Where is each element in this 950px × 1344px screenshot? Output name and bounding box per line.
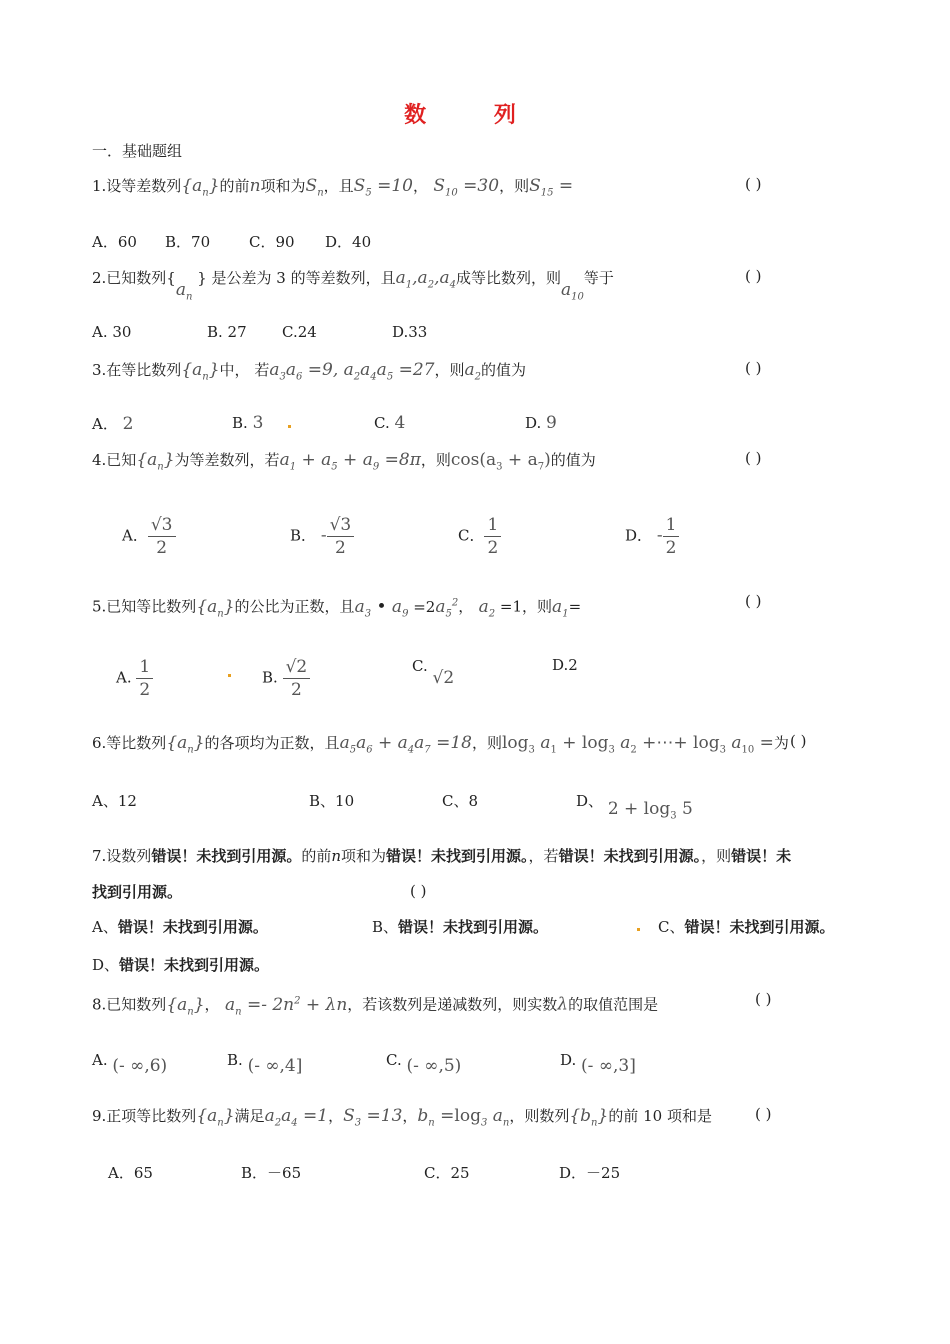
q1-eq2: $S_{10} =30$	[433, 176, 500, 199]
q5-seq: $\{a_n\}$	[196, 596, 235, 620]
q3-option-d: D. 9	[525, 413, 557, 433]
q6-eq: $a_5a_6 + a_4a_7 =18$	[339, 733, 472, 756]
q6-text3: 为	[773, 734, 789, 752]
q3-text2: ，则	[434, 361, 465, 379]
q9-seq: $\{a_n\}$	[196, 1106, 235, 1129]
q8-text2: 的取值范围是	[568, 995, 659, 1014]
q5-option-c: C. √2	[412, 657, 455, 688]
q1-text2: 项和为	[260, 177, 306, 195]
section-heading: 一．基础题组	[92, 142, 183, 160]
q9-eq1: $a_2a_4 =1$	[264, 1106, 329, 1129]
q6-option-a: A、12	[92, 792, 137, 810]
q6-seq: $\{a_n\}$	[166, 733, 205, 756]
answer-blank-9: ( )	[755, 1105, 772, 1123]
q3-option-a: A． 2	[92, 414, 134, 434]
q5-eq: $a_3$ • $a_9 =2a_5^2$	[354, 596, 459, 620]
q1-text3: ，且	[323, 177, 354, 195]
q4-option-c: C． $\frac{1}{2}$	[458, 514, 501, 559]
q2-option-d: D.33	[392, 323, 428, 341]
q8-lead: 8.已知数列	[92, 995, 167, 1014]
q9-bseq: $\{b_n\}$	[569, 1106, 609, 1129]
q9-option-c: C．25	[424, 1164, 470, 1182]
q2-text3: 等于	[583, 269, 614, 287]
q3-lead: 3.在等比数列	[92, 361, 182, 379]
q9-text: 满足	[234, 1107, 265, 1125]
question-7: 7.设数列错误！未找到引用源。的前n项和为错误！未找到引用源。，若错误！未找到引用源。，则错误！未	[92, 847, 792, 865]
q2-seq: $a_n$	[175, 280, 193, 303]
stray-mark	[288, 425, 291, 428]
q2-text2: 成等比数列，则	[455, 269, 561, 287]
q8-option-a: A. (- ∞,6)	[92, 1051, 168, 1076]
q3-text: 中， 若	[219, 361, 270, 379]
q3-eq2: $a_2a_4a_5 =27$	[343, 360, 435, 383]
q6-text: 的各项均为正数，且	[204, 734, 340, 752]
q4-cos: $\cos(a_3 + a_7)$	[450, 450, 551, 473]
answer-blank-4: ( )	[745, 449, 762, 467]
answer-blank-5: ( )	[745, 592, 762, 610]
q3-option-b: B. 3	[232, 413, 264, 433]
q1-eq3: $S_{15}$ =	[529, 176, 574, 199]
q5-a1: $a_1$	[552, 596, 569, 620]
q2-a10: $a_{10}$	[561, 280, 584, 303]
q8-option-b: B. (- ∞,4]	[227, 1051, 303, 1076]
q5-option-a: A. $\frac{1}{2}$	[116, 656, 153, 701]
q4-option-b: B． - $\frac{√3}{2}$	[290, 514, 354, 559]
q5-lead: 5.已知等比数列	[92, 597, 197, 616]
q2-option-c: C.24	[282, 323, 317, 341]
question-5: 5.已知等比数列$\{a_n\}$的公比为正数，且$a_3$ • $a_9 =2a_5^2$， $a_2 =1$，则$a_1=$	[92, 596, 582, 620]
q3-eq1: $a_3a_6 =9$,	[269, 360, 339, 383]
q7-option-c: C、错误！未找到引用源。	[658, 918, 835, 936]
q3-option-c: C. 4	[374, 413, 406, 433]
stray-mark	[228, 674, 231, 677]
q4-text3: 的值为	[550, 451, 596, 469]
q8-text: ，若该数列是递减数列，则实数	[347, 995, 558, 1014]
question-1: 1.设等差数列$\{a_n\}$的前n项和为$S_n$，且$S_5 =10$， $S_{10} =30$，则$S_{15}$ =	[92, 176, 574, 199]
q4-option-d: D． - $\frac{1}{2}$	[625, 514, 679, 559]
q5-text2: =1，则	[495, 597, 553, 616]
q5-a2: $a_2$	[478, 596, 496, 620]
q1-option-c: C．90	[249, 233, 295, 251]
q6-option-c: C、8	[442, 792, 479, 810]
q5-text: 的公比为正数，且	[234, 597, 355, 616]
q4-text: 为等差数列，若	[174, 451, 280, 469]
q1-lead: 1.设等差数列	[92, 177, 182, 195]
q2-option-a: A. 30	[92, 323, 132, 341]
q9-option-b: B．－65	[241, 1164, 302, 1182]
q8-option-d: D. (- ∞,3]	[560, 1051, 636, 1076]
q1-text4: ，则	[499, 177, 530, 195]
q3-a2: $a_2$	[464, 360, 481, 383]
q9-text2: ，则数列	[509, 1107, 570, 1125]
q1-Sn: $S_n$	[305, 176, 324, 199]
question-3	[92, 360, 526, 387]
q5-option-d: D.2	[552, 656, 578, 674]
answer-blank-8: ( )	[755, 990, 772, 1008]
q2-text: } 是公差为 3 的等差数列，且	[192, 269, 396, 287]
q7-option-a: A、错误！未找到引用源。	[92, 918, 268, 936]
answer-blank-3: ( )	[745, 359, 762, 377]
q6-log-sum: $\log_3 a_1 + \log_3 a_2$ +⋯+ $\log_3 a_{10}$ =	[501, 733, 774, 756]
page-title: 数 列	[404, 103, 546, 128]
question-8: 8.已知数列$\{a_n\}$， $a_n =- 2n^2 + \lambda n$，若该数列是递减数列，则实数λ的取值范围是	[92, 994, 659, 1018]
question-7-line-2: 找到引用源。	[92, 883, 183, 901]
q5-option-b: B. $\frac{√2}{2}$	[262, 656, 310, 701]
stray-mark	[637, 928, 640, 931]
q4-seq: $\{a_n\}$	[136, 450, 175, 473]
q6-lead: 6.等比数列	[92, 734, 167, 752]
q8-option-c: C. (- ∞,5)	[386, 1051, 462, 1076]
q1-n: n	[249, 176, 261, 196]
q6-option-d: D、 $2 + \log_3 5$	[576, 792, 693, 822]
q8-eq: $a_n =- 2n^2 + \lambda n$	[224, 994, 348, 1018]
q9-eq2: $S_3 =13$	[343, 1106, 403, 1129]
q9-text3: 的前 10 项和是	[608, 1107, 712, 1125]
q7-option-d: D、错误！未找到引用源。	[92, 956, 270, 974]
q8-lambda: λ	[557, 994, 569, 1015]
q9-option-a: A．65	[108, 1164, 153, 1182]
q4-text2: ，则	[420, 451, 451, 469]
q9-lead: 9.正项等比数列	[92, 1107, 197, 1125]
q8-seq: $\{a_n\}$	[166, 994, 205, 1018]
q1-option-d: D．40	[325, 233, 372, 251]
answer-blank-6: ( )	[790, 732, 807, 750]
q9-eq3: $b_n =\log_3$ $a_n$	[417, 1106, 510, 1129]
q2-lead: 2.已知数列{	[92, 269, 176, 287]
q1-option-b: B．70	[165, 233, 211, 251]
q4-eq: $a_1 + a_5 + a_9 =8\pi$	[279, 450, 421, 473]
question-9: 9.正项等比数列$\{a_n\}$满足$a_2a_4 =1$，$S_3 =13$，$b_n =\log_3$ $a_n$，则数列$\{b_n\}$的前 10 项和是	[92, 1106, 712, 1129]
question-2	[92, 268, 614, 303]
answer-blank-2: ( )	[745, 267, 762, 285]
question-4	[92, 450, 596, 477]
q2-option-b: B. 27	[207, 323, 247, 341]
q4-option-a: A． $\frac{√3}{2}$	[122, 514, 176, 559]
answer-blank-7: ( )	[410, 882, 427, 900]
q1-eq1: $S_5 =10$	[353, 176, 413, 199]
q7-option-b: B、错误！未找到引用源。	[372, 918, 549, 936]
q3-seq: $\{a_n\}$	[181, 360, 220, 383]
q1-option-a: A．60	[92, 233, 137, 251]
q6-option-b: B、10	[309, 792, 355, 810]
q3-text3: 的值为	[481, 361, 527, 379]
question-6	[92, 733, 789, 760]
q9-option-d: D．－25	[559, 1164, 621, 1182]
q2-terms: $a_1,a_2,a_4$	[395, 268, 456, 291]
answer-blank-1: ( )	[745, 175, 762, 193]
q1-seq: $\{a_n\}$	[181, 176, 220, 199]
q1-text: 的前	[219, 177, 250, 195]
q4-lead: 4.已知	[92, 451, 137, 469]
q6-text2: ，则	[471, 734, 502, 752]
